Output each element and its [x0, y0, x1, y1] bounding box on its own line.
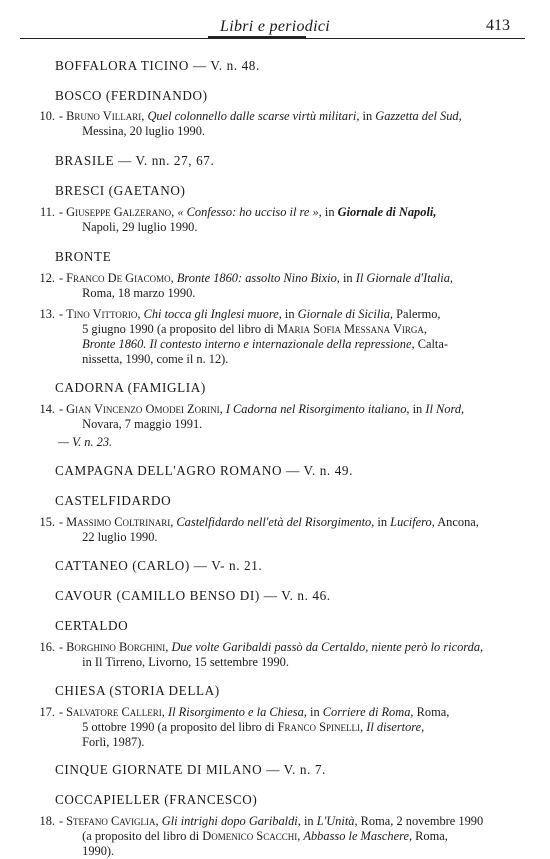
header-title-underline: [208, 36, 306, 38]
section-heading: CAMPAGNA DELL'AGRO ROMANO — V. n. 49.: [55, 463, 354, 478]
section-heading: CATTANEO (CARLO) — V- n. 21.: [55, 558, 263, 573]
section-heading: BOSCO (FERDINANDO): [55, 88, 208, 103]
bibliography-list: [0, 58, 550, 859]
entry-text: in: [284, 307, 295, 321]
entry-author: Gian Vincenzo Omodei Zorini,: [66, 402, 223, 416]
bibliography-entry: 10. - Bruno Villari, Quel colonnello dalle scarse virtù militari, in Gazzetta del Sud, Messina, 20 luglio 1990.: [0, 109, 550, 139]
entry-place: Ancona,: [437, 515, 479, 529]
entry-publication: Corriere di Roma,: [322, 705, 414, 719]
entry-author: Tino Vittorio,: [66, 307, 141, 321]
cross-reference: — V. n. 23.: [58, 435, 113, 449]
entry-text: in: [324, 205, 335, 219]
entry-text: in: [310, 705, 320, 719]
entry-place: Roma,: [416, 705, 450, 719]
section-heading: BRESCI (GAETANO): [55, 183, 186, 198]
entry-publication: Il Giornale d'Italia,: [355, 271, 454, 285]
entry-author: Salvatore Calleri,: [66, 705, 165, 719]
entry-title: Gli intrighi dopo Garibaldi,: [161, 814, 301, 828]
entry-author: Borghino Borghini,: [66, 640, 169, 654]
entry-continuation: Roma, 18 marzo 1990.: [82, 286, 196, 300]
section-heading: CASTELFIDARDO: [55, 493, 172, 508]
entry-number: 16.: [39, 640, 55, 654]
entry-text: in: [412, 402, 423, 416]
entry-title: Quel colonnello dalle scarse virtù militari,: [147, 109, 360, 123]
bibliography-entry: 12. - Franco De Giacomo, Bronte 1860: assolto Nino Bixio, in Il Giornale d'Italia, Roma, 18 marzo 1990.: [0, 271, 550, 301]
bibliography-entry: 15. - Massimo Coltrinari, Castelfidardo nell'età del Risorgimento, in Lucifero, Ancona, 22 luglio 1990.: [0, 515, 550, 545]
entry-continuation: 1990).: [82, 844, 115, 858]
entry-author: Giuseppe Galzerano,: [66, 205, 175, 219]
entry-place: Palermo,: [396, 307, 441, 321]
section-heading: COCCAPIELLER (FRANCESCO): [55, 792, 258, 807]
entry-title: Bronte 1860: assolto Nino Bixio,: [176, 271, 340, 285]
entry-text: in: [362, 109, 373, 123]
entry-text: in: [303, 814, 314, 828]
entry-title: I Cadorna nel Risorgimento italiano,: [225, 402, 410, 416]
entry-text: in: [342, 271, 353, 285]
bibliography-entry: 18. - Stefano Caviglia, Gli intrighi dopo Garibaldi, in L'Unità, Roma, 2 novembre 1990 (a proposito del libro di Domenico Scacchi, Abbasso le Maschere, Roma, 1990).: [0, 814, 550, 859]
entry-number: 11.: [39, 205, 55, 219]
section-heading: CHIESA (STORIA DELLA): [55, 683, 220, 698]
entry-publication: Gazzetta del Sud,: [375, 109, 462, 123]
entry-publication: Il Nord,: [425, 402, 465, 416]
bibliography-entry: 13. - Tino Vittorio, Chi tocca gli Inglesi muore, in Giornale di Sicilia, Palermo, 5 giugno 1990 (a proposito del libro di Maria Sofia Messana Virga, Bronte 1860. Il contesto interno e internazionale della repressione, Calta- nissetta, 1990, come il n. 12).: [0, 307, 550, 367]
entry-author: Franco De Giacomo,: [66, 271, 174, 285]
entry-number: 17.: [39, 705, 55, 719]
entry-continuation: Napoli, 29 luglio 1990.: [82, 220, 198, 234]
entry-publication: Lucifero,: [390, 515, 435, 529]
entry-publication: Giornale di Napoli,: [337, 205, 437, 219]
entry-number: 10.: [39, 109, 55, 123]
section-heading: CADORNA (FAMIGLIA): [55, 380, 206, 395]
entry-continuation: 5 ottobre 1990 (a proposito del libro di Franco Spinelli, Il disertore,: [82, 720, 425, 734]
header-rule: [20, 38, 525, 39]
entry-title: Castelfidardo nell'età del Risorgimento,: [176, 515, 375, 529]
entry-number: 12.: [39, 271, 55, 285]
entry-text: in: [377, 515, 388, 529]
entry-author: Bruno Villari,: [66, 109, 145, 123]
entry-continuation: (a proposito del libro di Domenico Scacchi, Abbasso le Maschere, Roma,: [82, 829, 448, 843]
section-heading: CINQUE GIORNATE DI MILANO — V. n. 7.: [55, 762, 326, 777]
entry-continuation: Messina, 20 luglio 1990.: [82, 124, 206, 138]
entry-title: Chi tocca gli Inglesi muore,: [143, 307, 282, 321]
entry-continuation: 5 giugno 1990 (a proposito del libro di Maria Sofia Messana Virga,: [82, 322, 427, 336]
entry-number: 15.: [39, 515, 55, 529]
entry-continuation: Novara, 7 maggio 1991.: [82, 417, 203, 431]
section-heading: CERTALDO: [55, 618, 129, 633]
section-heading: CAVOUR (CAMILLO BENSO DI) — V. n. 46.: [55, 588, 331, 603]
entry-author: Massimo Coltrinari,: [66, 515, 174, 529]
entry-continuation: 22 luglio 1990.: [82, 530, 158, 544]
entry-number: 13.: [39, 307, 55, 321]
bibliography-entry: 16. - Borghino Borghini, Due volte Garibaldi passò da Certaldo, niente però lo ricorda, in Il Tirreno, Livorno, 15 settembre 1990.: [0, 640, 550, 670]
entry-publication: L'Unità,: [316, 814, 358, 828]
section-heading: BRONTE: [55, 249, 112, 264]
entry-title: Il Risorgimento e la Chiesa,: [167, 705, 307, 719]
entry-continuation: in Il Tirreno, Livorno, 15 settembre 1990.: [82, 655, 289, 669]
page-number: 413: [486, 17, 510, 34]
entry-number: 14.: [39, 402, 55, 416]
entry-continuation: Bronte 1860. Il contesto interno e internazionale della repressione, Calta-: [82, 337, 448, 351]
entry-publication: Giornale di Sicilia,: [297, 307, 394, 321]
section-heading: BOFFALORA TICINO — V. n. 48.: [55, 58, 260, 73]
bibliography-entry: 11. - Giuseppe Galzerano, « Confesso: ho ucciso il re », in Giornale di Napoli, Napoli, 29 luglio 1990.: [0, 205, 550, 235]
bibliography-entry: 14. - Gian Vincenzo Omodei Zorini, I Cadorna nel Risorgimento italiano, in Il Nord, Novara, 7 maggio 1991.: [0, 402, 550, 432]
entry-title: « Confesso: ho ucciso il re »,: [177, 205, 322, 219]
bibliography-entry: 17. - Salvatore Calleri, Il Risorgimento e la Chiesa, in Corriere di Roma, Roma, 5 ottobre 1990 (a proposito del libro di Franco Spinelli, Il disertore, Forlì, 1987).: [0, 705, 550, 750]
entry-place: Roma, 2 novembre 1990: [360, 814, 484, 828]
entry-number: 18.: [39, 814, 55, 828]
section-heading: BRASILE — V. nn. 27, 67.: [55, 153, 215, 168]
running-header-title: Libri e periodici: [220, 18, 330, 35]
entry-author: Stefano Caviglia,: [66, 814, 159, 828]
entry-continuation: Forlì, 1987).: [82, 735, 145, 749]
entry-continuation: nissetta, 1990, come il n. 12).: [82, 352, 229, 366]
entry-title: Due volte Garibaldi passò da Certaldo, niente però lo ricorda,: [171, 640, 484, 654]
